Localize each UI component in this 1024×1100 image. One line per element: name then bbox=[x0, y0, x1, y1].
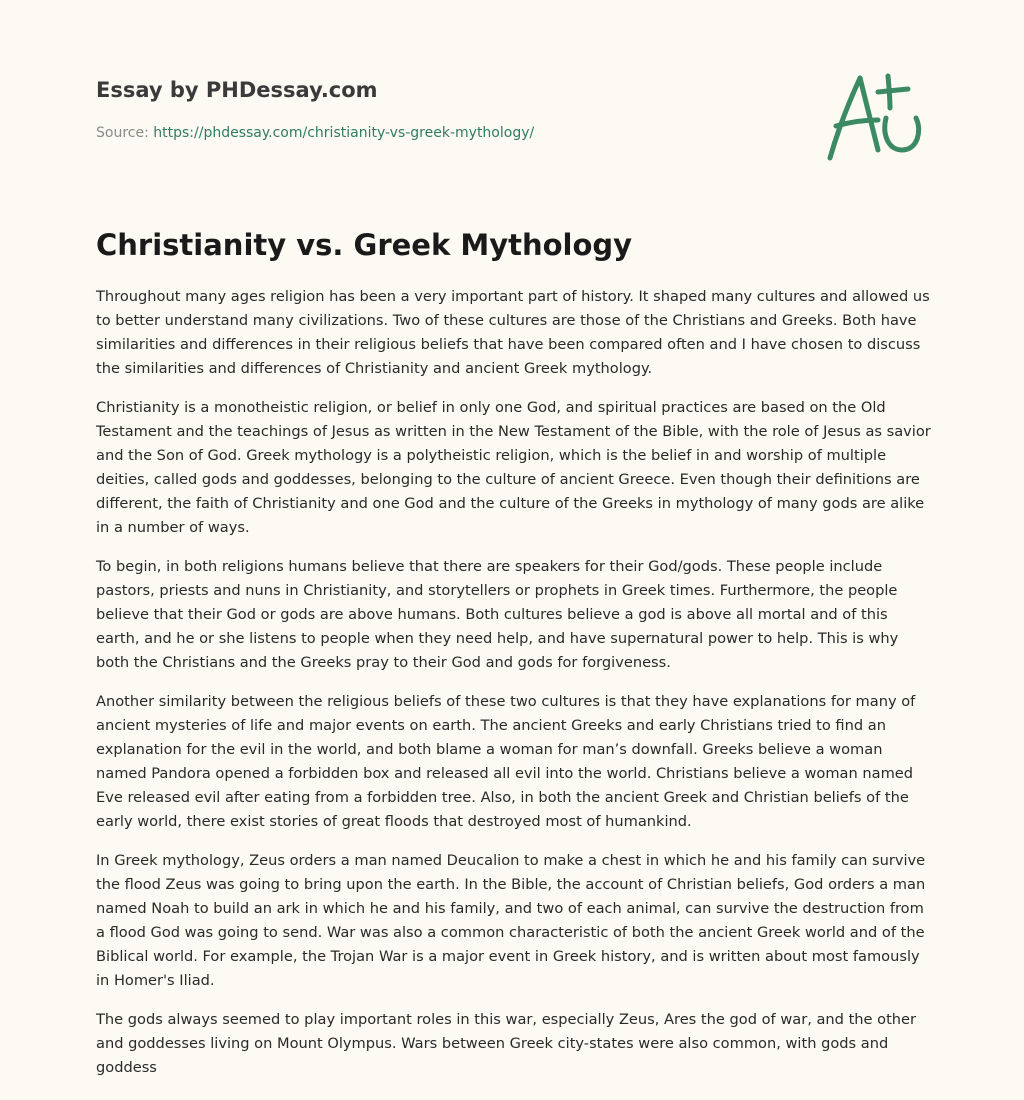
site-header bbox=[96, 76, 696, 143]
a-plus-logo-icon bbox=[822, 68, 926, 164]
essay-title: Christianity vs. Greek Mythology bbox=[96, 228, 633, 262]
source-link[interactable]: https://phdessay.com/christianity-vs-greek-mythology/ bbox=[153, 125, 535, 141]
brand-title: Essay by PHDessay.com bbox=[96, 78, 378, 102]
essay-paragraph: To begin, in both religions humans believe that there are speakers for their God/gods. These people include pastors, priests and nuns in Christianity, and storytellers or prophets in Greek times. Furthermore, the people believe that their God or gods are above humans. Both cultures believe a god is above all mortal and of this earth, and he or she listens to people when they need help, and have supernatural power to help. This is why both the Christians and the Greeks pray to their God and gods for forgiveness. bbox=[96, 558, 899, 671]
essay-paragraph: Another similarity between the religious beliefs of these two cultures is that they have explanations for many of ancient mysteries of life and major events on earth. The ancient Greeks and early Christians tried to find an explanation for the evil in the world, and both blame a woman for man’s downfall. Greeks believe a woman named Pandora opened a forbidden box and released all evil into the world. Christians believe a woman named Eve released evil after eating from a forbidden tree. Also, in both the ancient Greek and Christian beliefs of the early world, there exist stories of great floods that destroyed most of humankind. bbox=[96, 693, 916, 830]
essay-paragraph: Throughout many ages religion has been a very important part of history. It shaped many cultures and allowed us to better understand many civilizations. Two of these cultures are those of the Christians and Greeks. Both have similarities and differences in their religious beliefs that have been compared often and I have chosen to discuss the similarities and differences of Christianity and ancient Greek mythology. bbox=[96, 288, 930, 377]
essay-paragraph: Christianity is a monotheistic religion, or belief in only one God, and spiritual practices are based on the Old Testament and the teachings of Jesus as written in the New Testament of the Bible, with the role of Jesus as savior and the Son of God. Greek mythology is a polytheistic religion, which is the belief in and worship of multiple deities, called gods and goddesses, belonging to the culture of ancient Greece. Even though their definitions are different, the faith of Christianity and one God and the culture of the Greeks in mythology of many gods are alike in a number of ways. bbox=[96, 399, 931, 536]
source-label: Source: bbox=[96, 125, 149, 141]
essay-paragraph: The gods always seemed to play important roles in this war, especially Zeus, Ares the god of war, and the other and goddesses living on Mount Olympus. Wars between Greek city-states were also common, with gods and goddess bbox=[96, 1011, 917, 1076]
essay-body bbox=[96, 285, 932, 1095]
essay-paragraph: In Greek mythology, Zeus orders a man named Deucalion to make a chest in which he and his family can survive the flood Zeus was going to bring upon the earth. In the Bible, the account of Christian beliefs, God orders a man named Noah to build an ark in which he and his family, and two of each animal, can survive the destruction from a flood God was going to send. War was also a common characteristic of both the ancient Greek world and of the Biblical world. For example, the Trojan War is a major event in Greek history, and is written about most famously in Homer's Iliad. bbox=[96, 852, 926, 989]
source-line bbox=[96, 123, 696, 143]
